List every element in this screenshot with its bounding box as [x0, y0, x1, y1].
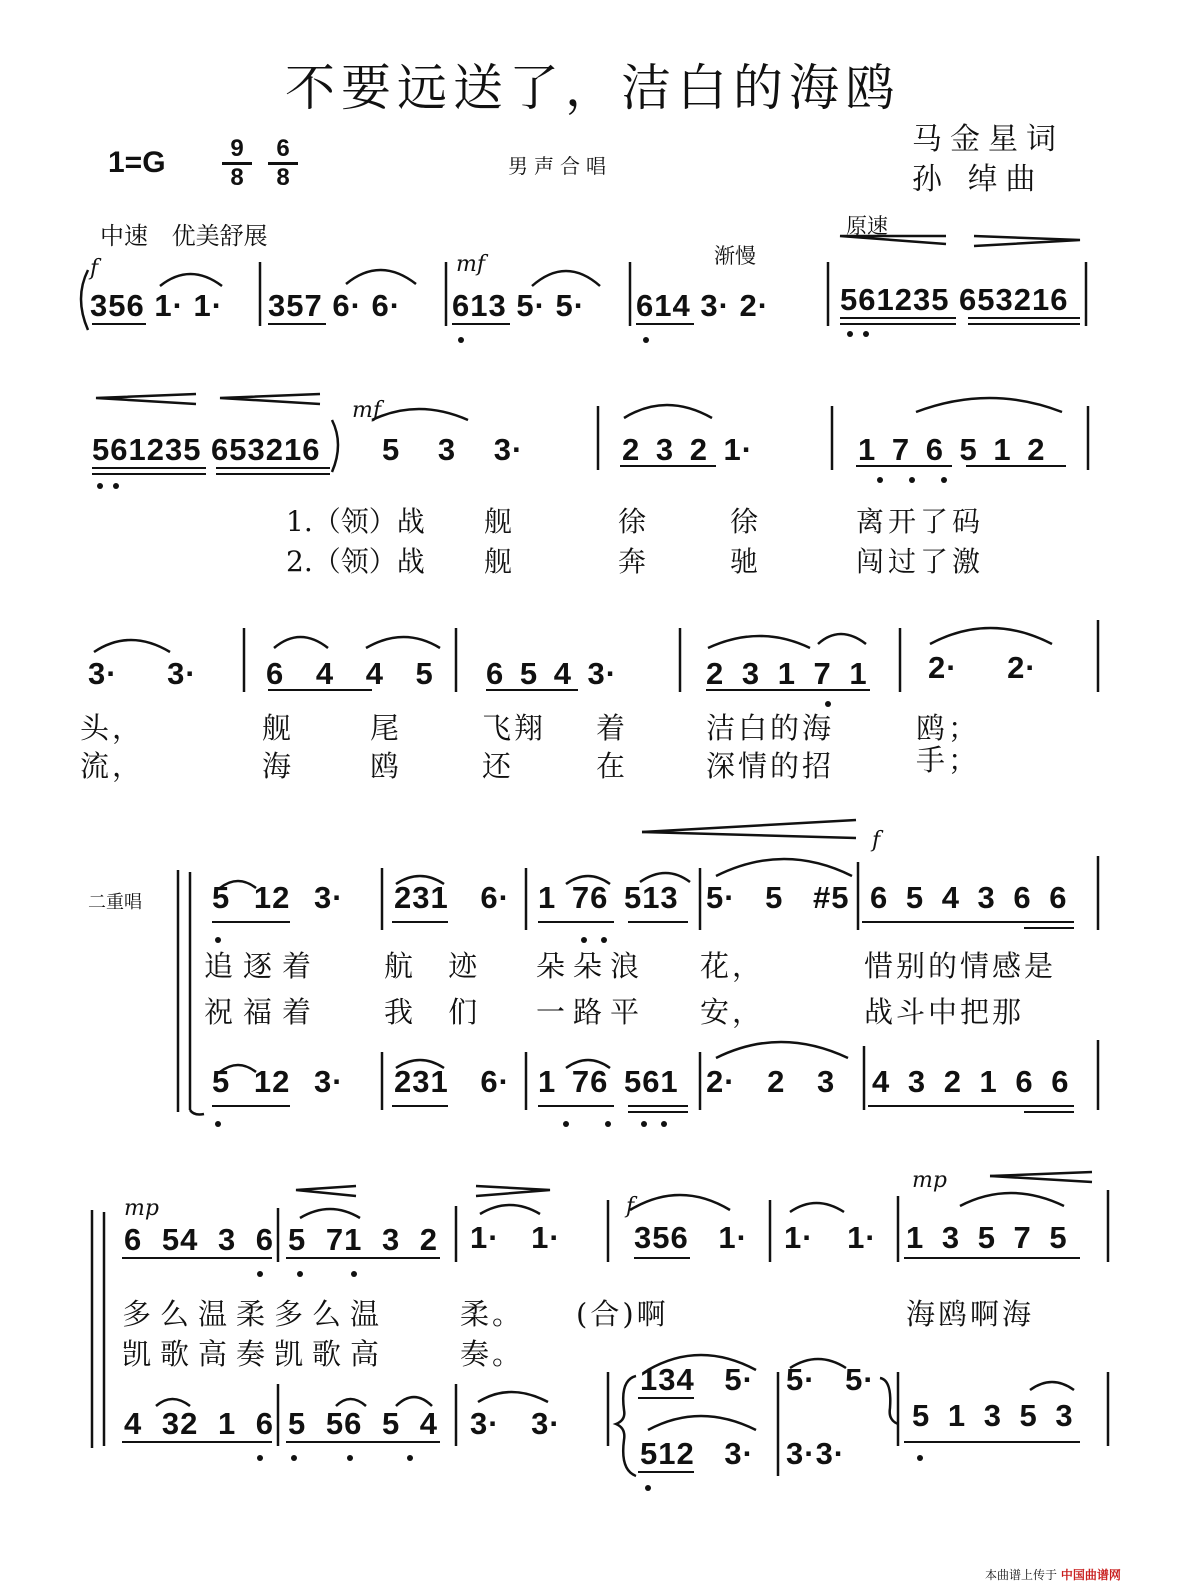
- lyric: 飞翔: [482, 711, 547, 745]
- lyric: 鸥: [370, 749, 403, 783]
- measure: 1 76 513: [538, 880, 679, 915]
- lyricist-credit: 马金星词: [912, 122, 1064, 157]
- lyric: 闯过了激: [856, 545, 985, 578]
- lyric: 祝福着: [204, 995, 322, 1029]
- time-signature-9-8: [222, 136, 252, 191]
- site-logo: 中国曲谱网: [1060, 1568, 1121, 1582]
- dynamic-forte: f: [626, 1194, 635, 1219]
- measure: 512 3·: [640, 1436, 754, 1471]
- lyric: 奔: [618, 545, 647, 578]
- measure: 561235 653216: [840, 282, 1069, 317]
- part-label: 二重唱: [88, 892, 142, 913]
- lyric: 还: [482, 749, 515, 783]
- time-signature-denominator: 8: [276, 164, 290, 191]
- measure: 1· 1·: [784, 1220, 877, 1255]
- dynamic-forte: f: [872, 828, 881, 853]
- measure: 1 76 561: [538, 1064, 679, 1099]
- measure: 231 6·: [394, 1064, 510, 1099]
- dynamic-forte: f: [90, 256, 99, 281]
- lyric: 奏。: [460, 1337, 525, 1371]
- lyric: 凯歌高奏凯歌高: [122, 1337, 389, 1371]
- lyric: 柔。: [460, 1297, 525, 1331]
- measure: 4 32 1 6: [124, 1406, 275, 1441]
- measure: 3·3·: [786, 1436, 846, 1471]
- lyric: 头，: [80, 711, 145, 745]
- measure: 2· 2·: [928, 650, 1037, 685]
- lyric: 战斗中把那: [864, 995, 1025, 1029]
- measure: 5· 5·: [786, 1362, 875, 1397]
- performance-note: 男声合唱: [508, 154, 612, 178]
- time-signature-numerator: 9: [222, 136, 252, 165]
- time-signature-6-8: [268, 136, 298, 191]
- dynamic-mezzo-piano: mp: [124, 1196, 159, 1221]
- measure: 231 6·: [394, 880, 510, 915]
- lyric: 海鸥啊海: [906, 1297, 1035, 1331]
- measure: 5 56 5 4: [288, 1406, 439, 1441]
- dynamic-mezzo-forte: mf: [352, 398, 382, 423]
- key-signature: 1=G: [108, 146, 166, 179]
- time-signature-numerator: 6: [268, 136, 298, 165]
- measure: 613 5· 5·: [452, 288, 586, 323]
- lyric: (合)啊: [576, 1297, 669, 1331]
- measure: 2· 2 3: [706, 1064, 836, 1099]
- lyric: 尾: [370, 711, 403, 745]
- measure: 6 5 4 3·: [486, 656, 618, 691]
- measure: 1· 1·: [470, 1220, 561, 1255]
- lyric: 在: [596, 749, 629, 783]
- lyric: 我 们: [384, 995, 481, 1029]
- measure: 356 1·: [634, 1220, 748, 1255]
- lyric: 舰: [484, 545, 513, 578]
- measure: 134 5·: [640, 1362, 754, 1397]
- lyric: 深情的招: [706, 749, 835, 783]
- lyric: 一路平: [536, 995, 648, 1029]
- measure: 6 4 4 5: [266, 656, 434, 691]
- lyric: 舰: [262, 711, 295, 745]
- measure: 2 3 1 7 1: [706, 656, 868, 691]
- a-tempo-mark: 原速: [846, 214, 888, 238]
- measure: 3· 3·: [88, 656, 197, 691]
- footer-text: 本曲谱上传于: [985, 1568, 1058, 1582]
- lyric: 徐: [730, 505, 759, 538]
- measure: 5 1 3 5 3: [912, 1398, 1074, 1433]
- measure: 3· 3·: [470, 1406, 561, 1441]
- measure: 357 6· 6·: [268, 288, 402, 323]
- measure: 5 71 3 2: [288, 1222, 439, 1257]
- lyric: 安，: [700, 995, 765, 1029]
- measure: 5 3 3·: [382, 432, 524, 467]
- lyric: 驰: [730, 545, 759, 578]
- lyric: 航 迹: [384, 949, 481, 983]
- lyric: 朵朵浪: [536, 949, 648, 983]
- lyric: 离开了码: [856, 505, 985, 538]
- lyric: 手；: [916, 743, 981, 777]
- measure: 4 3 2 1 6 6: [872, 1064, 1070, 1099]
- measure: 356 1· 1·: [90, 288, 224, 323]
- lyric: 花，: [700, 949, 765, 983]
- footer-credit: [985, 1566, 1121, 1583]
- measure: 561235 653216: [92, 432, 321, 467]
- measure: 5 12 3·: [212, 1064, 344, 1099]
- lyric-lead: 1.（领）战: [286, 505, 425, 538]
- ritardando-mark: 渐慢: [714, 244, 756, 268]
- lyric: 洁白的海: [706, 711, 835, 745]
- lyric: 舰: [484, 505, 513, 538]
- measure: 2 3 2 1·: [622, 432, 754, 467]
- lyric: 流，: [80, 749, 145, 783]
- measure: 5 12 3·: [212, 880, 344, 915]
- lyric: 徐: [618, 505, 647, 538]
- song-title: 不要远送了，洁白的海鸥: [285, 59, 901, 117]
- lyric: 着: [596, 711, 629, 745]
- lyric: 多么温柔多么温: [122, 1297, 389, 1331]
- measure: 1 7 6 5 1 2: [858, 432, 1046, 467]
- measure: 1 3 5 7 5: [906, 1220, 1068, 1255]
- measure: 6 54 3 6: [124, 1222, 275, 1257]
- time-signature-denominator: 8: [230, 164, 244, 191]
- measure: 5· 5 #5: [706, 880, 850, 915]
- measure: 614 3· 2·: [636, 288, 770, 323]
- lyric: 惜别的情感是: [864, 949, 1057, 983]
- dynamic-mezzo-forte: mf: [456, 252, 486, 277]
- lyric: 鸥；: [916, 711, 981, 745]
- composer-credit: 孙 绰曲: [912, 162, 1044, 197]
- lyric-lead: 2.（领）战: [286, 545, 425, 578]
- lyric: 海: [262, 749, 295, 783]
- dynamic-mezzo-piano: mp: [912, 1168, 947, 1193]
- lyric: 追逐着: [204, 949, 322, 983]
- tempo-marking: 中速 优美舒展: [100, 222, 268, 250]
- measure: 6 5 4 3 6 6: [870, 880, 1068, 915]
